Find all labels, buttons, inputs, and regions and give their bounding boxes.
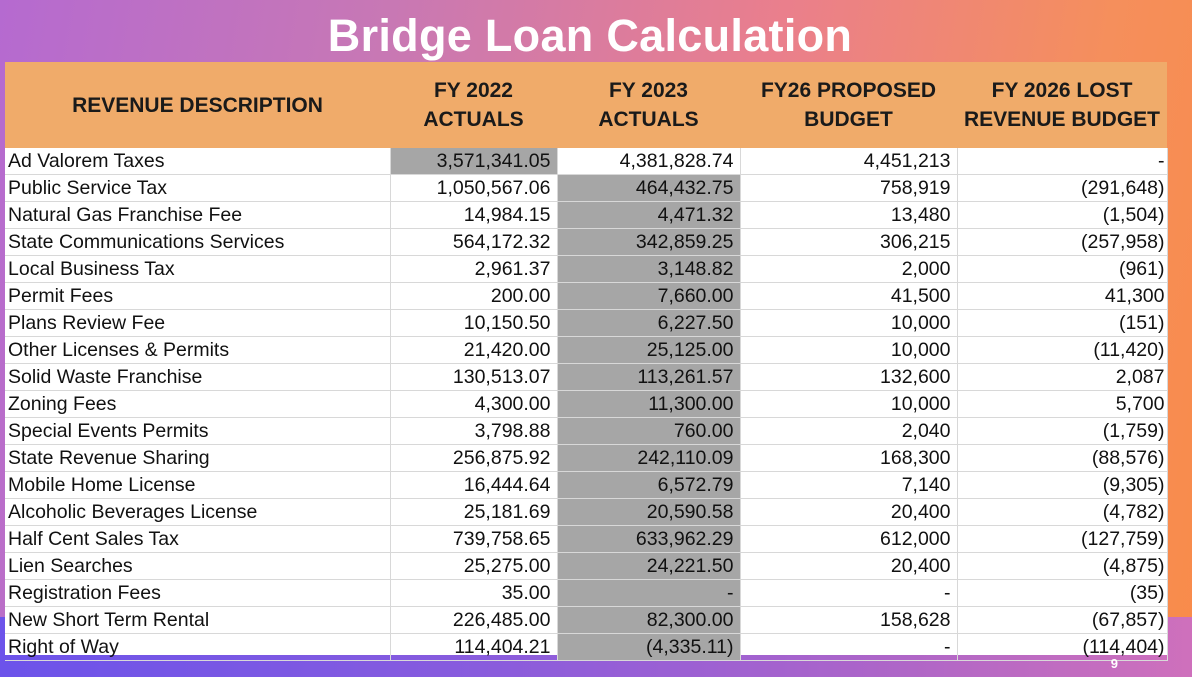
table-row	[5, 607, 1167, 634]
table-row	[5, 472, 1167, 499]
cell-revenue-description: Public Service Tax	[5, 175, 390, 202]
cell-fy2023-actuals: 24,221.50	[557, 553, 740, 580]
cell-revenue-description: State Revenue Sharing	[5, 445, 390, 472]
cell-fy26-proposed-budget: 4,451,213	[740, 148, 957, 175]
cell-fy26-proposed-budget: -	[740, 634, 957, 661]
cell-revenue-description: New Short Term Rental	[5, 607, 390, 634]
cell-fy2023-actuals: 6,572.79	[557, 472, 740, 499]
column-header-fy2023-actuals: FY 2023 ACTUALS	[557, 62, 740, 148]
cell-fy2023-actuals: 464,432.75	[557, 175, 740, 202]
cell-fy2026-lost-revenue-budget: (9,305)	[957, 472, 1167, 499]
cell-fy26-proposed-budget: 132,600	[740, 364, 957, 391]
cell-fy2023-actuals: 25,125.00	[557, 337, 740, 364]
column-header-fy2022-actuals: FY 2022 ACTUALS	[390, 62, 557, 148]
cell-fy2023-actuals: 4,471.32	[557, 202, 740, 229]
table-row	[5, 256, 1167, 283]
cell-revenue-description: Half Cent Sales Tax	[5, 526, 390, 553]
cell-fy26-proposed-budget: 20,400	[740, 499, 957, 526]
cell-fy26-proposed-budget: 306,215	[740, 229, 957, 256]
cell-fy26-proposed-budget: 7,140	[740, 472, 957, 499]
cell-fy2022-actuals: 200.00	[390, 283, 557, 310]
table-row	[5, 499, 1167, 526]
cell-fy26-proposed-budget: 612,000	[740, 526, 957, 553]
cell-fy2026-lost-revenue-budget: (257,958)	[957, 229, 1167, 256]
cell-revenue-description: Solid Waste Franchise	[5, 364, 390, 391]
cell-fy2026-lost-revenue-budget: (4,875)	[957, 553, 1167, 580]
cell-fy2026-lost-revenue-budget: -	[957, 148, 1167, 175]
cell-fy2026-lost-revenue-budget: (1,759)	[957, 418, 1167, 445]
table-header-row	[5, 62, 1167, 148]
cell-fy2022-actuals: 4,300.00	[390, 391, 557, 418]
cell-fy2023-actuals: 342,859.25	[557, 229, 740, 256]
cell-fy2022-actuals: 16,444.64	[390, 472, 557, 499]
cell-fy2022-actuals: 1,050,567.06	[390, 175, 557, 202]
cell-fy2023-actuals: 6,227.50	[557, 310, 740, 337]
cell-fy2026-lost-revenue-budget: (291,648)	[957, 175, 1167, 202]
cell-fy2022-actuals: 256,875.92	[390, 445, 557, 472]
cell-fy2026-lost-revenue-budget: (1,504)	[957, 202, 1167, 229]
cell-fy2026-lost-revenue-budget: (127,759)	[957, 526, 1167, 553]
cell-fy2026-lost-revenue-budget: (88,576)	[957, 445, 1167, 472]
cell-fy2026-lost-revenue-budget: (35)	[957, 580, 1167, 607]
table-row	[5, 202, 1167, 229]
cell-revenue-description: Local Business Tax	[5, 256, 390, 283]
cell-fy26-proposed-budget: 41,500	[740, 283, 957, 310]
cell-fy2023-actuals: 20,590.58	[557, 499, 740, 526]
cell-fy2022-actuals: 130,513.07	[390, 364, 557, 391]
cell-fy2023-actuals: 82,300.00	[557, 607, 740, 634]
cell-revenue-description: State Communications Services	[5, 229, 390, 256]
cell-fy2022-actuals: 226,485.00	[390, 607, 557, 634]
cell-fy2022-actuals: 35.00	[390, 580, 557, 607]
cell-fy2026-lost-revenue-budget: 41,300	[957, 283, 1167, 310]
cell-fy2023-actuals: (4,335.11)	[557, 634, 740, 661]
cell-fy26-proposed-budget: 10,000	[740, 310, 957, 337]
cell-fy2022-actuals: 564,172.32	[390, 229, 557, 256]
slide-title: Bridge Loan Calculation	[327, 10, 853, 61]
cell-fy2022-actuals: 10,150.50	[390, 310, 557, 337]
cell-revenue-description: Special Events Permits	[5, 418, 390, 445]
cell-fy2023-actuals: 242,110.09	[557, 445, 740, 472]
cell-fy2023-actuals: 3,148.82	[557, 256, 740, 283]
table-row	[5, 418, 1167, 445]
table-row	[5, 364, 1167, 391]
revenue-table	[5, 62, 1168, 661]
cell-fy26-proposed-budget: 168,300	[740, 445, 957, 472]
cell-fy2023-actuals: 11,300.00	[557, 391, 740, 418]
cell-fy2023-actuals: 113,261.57	[557, 364, 740, 391]
cell-fy2022-actuals: 25,181.69	[390, 499, 557, 526]
cell-fy2023-actuals: 633,962.29	[557, 526, 740, 553]
cell-revenue-description: Lien Searches	[5, 553, 390, 580]
table-row	[5, 553, 1167, 580]
cell-fy26-proposed-budget: 20,400	[740, 553, 957, 580]
cell-fy2026-lost-revenue-budget: 5,700	[957, 391, 1167, 418]
cell-fy2026-lost-revenue-budget: (151)	[957, 310, 1167, 337]
table-row	[5, 526, 1167, 553]
cell-fy2022-actuals: 14,984.15	[390, 202, 557, 229]
cell-fy2023-actuals: -	[557, 580, 740, 607]
cell-revenue-description: Ad Valorem Taxes	[5, 148, 390, 175]
cell-revenue-description: Registration Fees	[5, 580, 390, 607]
cell-fy2026-lost-revenue-budget: (961)	[957, 256, 1167, 283]
cell-fy2022-actuals: 739,758.65	[390, 526, 557, 553]
table-row	[5, 175, 1167, 202]
cell-revenue-description: Other Licenses & Permits	[5, 337, 390, 364]
cell-revenue-description: Right of Way	[5, 634, 390, 661]
cell-fy2026-lost-revenue-budget: (67,857)	[957, 607, 1167, 634]
cell-fy2026-lost-revenue-budget: 2,087	[957, 364, 1167, 391]
cell-fy26-proposed-budget: 2,000	[740, 256, 957, 283]
cell-fy2022-actuals: 3,571,341.05	[390, 148, 557, 175]
cell-fy2022-actuals: 25,275.00	[390, 553, 557, 580]
cell-fy26-proposed-budget: 2,040	[740, 418, 957, 445]
column-header-revenue-description: REVENUE DESCRIPTION	[5, 62, 390, 148]
cell-fy26-proposed-budget: 10,000	[740, 391, 957, 418]
cell-revenue-description: Zoning Fees	[5, 391, 390, 418]
table-row	[5, 148, 1167, 175]
cell-fy2026-lost-revenue-budget: (11,420)	[957, 337, 1167, 364]
cell-fy2022-actuals: 2,961.37	[390, 256, 557, 283]
cell-fy2023-actuals: 760.00	[557, 418, 740, 445]
cell-revenue-description: Permit Fees	[5, 283, 390, 310]
cell-revenue-description: Plans Review Fee	[5, 310, 390, 337]
table-row	[5, 391, 1167, 418]
table-row	[5, 337, 1167, 364]
column-header-fy26-proposed-budget: FY26 PROPOSED BUDGET	[740, 62, 957, 148]
table-row	[5, 580, 1167, 607]
table-body	[5, 148, 1167, 661]
table-row	[5, 310, 1167, 337]
table-row	[5, 283, 1167, 310]
cell-fy2022-actuals: 114,404.21	[390, 634, 557, 661]
revenue-table-container	[5, 62, 1167, 658]
column-header-fy2026-lost-revenue-budget: FY 2026 LOST REVENUE BUDGET	[957, 62, 1167, 148]
table-row	[5, 634, 1167, 661]
cell-fy26-proposed-budget: 758,919	[740, 175, 957, 202]
table-row	[5, 229, 1167, 256]
cell-fy26-proposed-budget: 158,628	[740, 607, 957, 634]
cell-fy26-proposed-budget: 13,480	[740, 202, 957, 229]
table-row	[5, 445, 1167, 472]
cell-fy26-proposed-budget: -	[740, 580, 957, 607]
cell-fy2022-actuals: 3,798.88	[390, 418, 557, 445]
cell-fy26-proposed-budget: 10,000	[740, 337, 957, 364]
cell-revenue-description: Alcoholic Beverages License	[5, 499, 390, 526]
cell-fy2022-actuals: 21,420.00	[390, 337, 557, 364]
cell-revenue-description: Mobile Home License	[5, 472, 390, 499]
cell-fy2026-lost-revenue-budget: (4,782)	[957, 499, 1167, 526]
cell-fy2023-actuals: 4,381,828.74	[557, 148, 740, 175]
cell-fy2023-actuals: 7,660.00	[557, 283, 740, 310]
cell-fy2026-lost-revenue-budget: (114,404)	[957, 634, 1167, 661]
page-number: 9	[1110, 656, 1118, 671]
cell-revenue-description: Natural Gas Franchise Fee	[5, 202, 390, 229]
